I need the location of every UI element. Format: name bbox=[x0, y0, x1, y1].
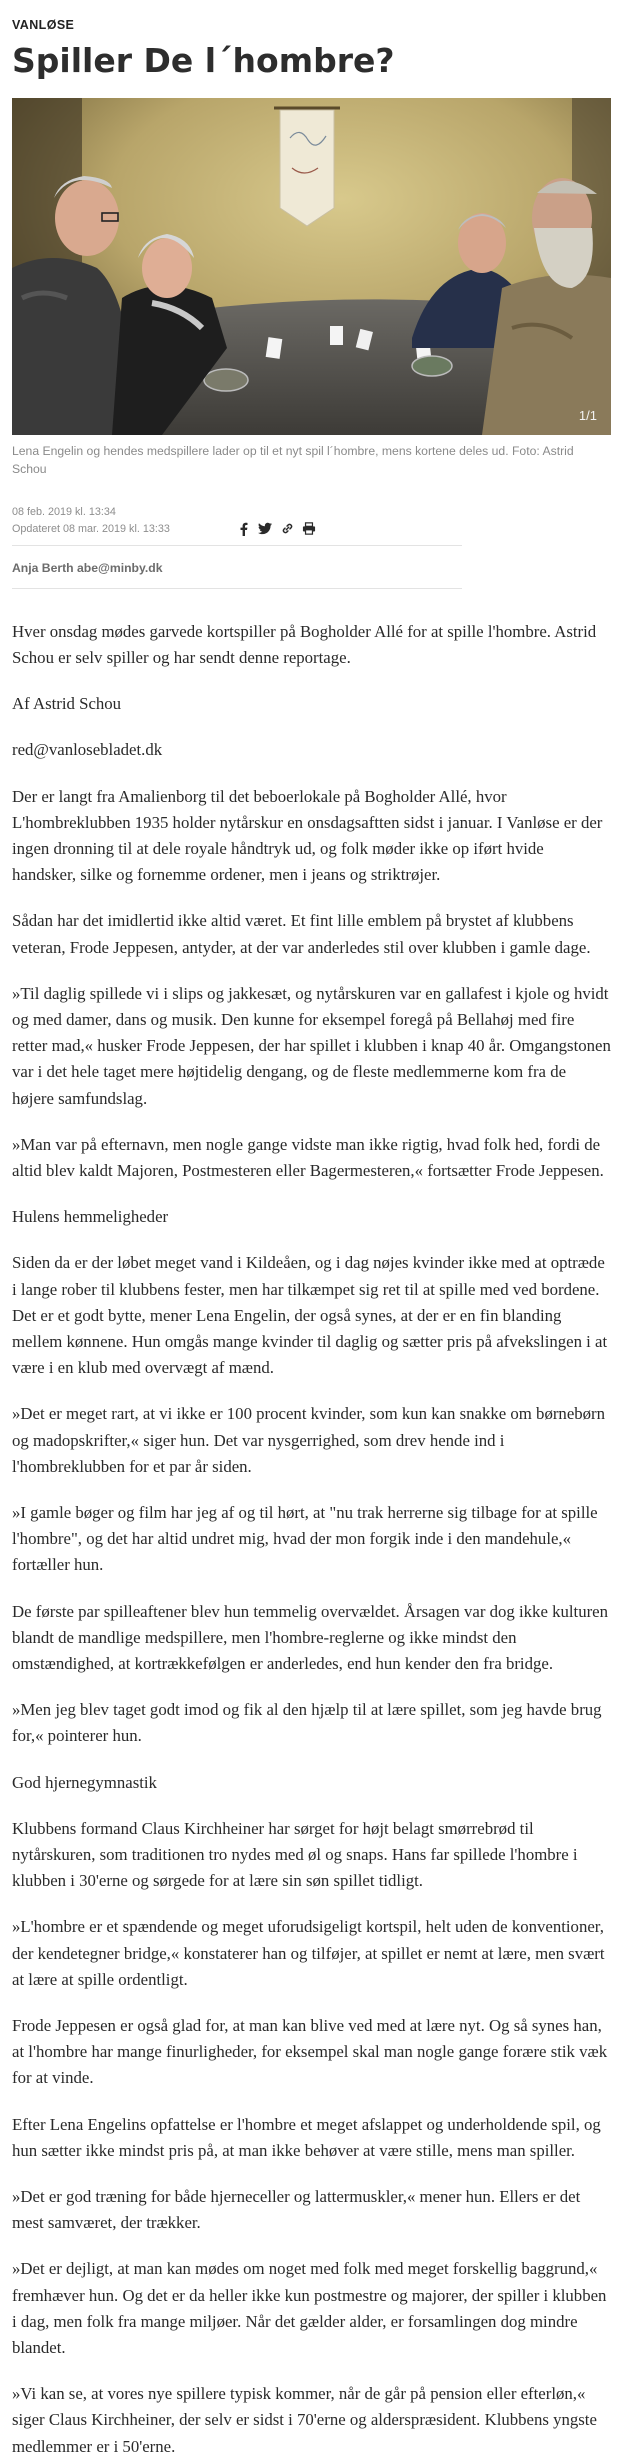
article-paragraph: »Men jeg blev taget godt imod og fik al den hjælp til at lære spillet, som jeg havde brug for,« pointerer hun. bbox=[12, 1700, 602, 1746]
article bbox=[0, 18, 623, 2460]
twitter-icon[interactable] bbox=[258, 522, 272, 536]
article-body bbox=[12, 619, 611, 2460]
article-paragraph: »Det er god træning for både hjerneceller og lattermuskler,« mener hun. Ellers er det mest samværet, der trækker. bbox=[12, 2187, 581, 2233]
article-paragraph: »I gamle bøger og film har jeg af og til hørt, at "nu trak herrerne sig tilbage for at spille l'hombre", og det har altid undret mig, hvad der mon forgik inde i den mandehule,« fortæller hun. bbox=[12, 1502, 598, 1575]
article-paragraph: De første par spilleaftener blev hun temmelig overvældet. Årsagen var dog ikke kulturen blandt de mandlige medspillere, men l'hombre-reglerne og ikke mindst den omstændighed, at kortrækkefølgen er anderledes, end hun kender den fra bridge. bbox=[12, 1601, 609, 1673]
article-paragraph: Siden da er der løbet meget vand i Kildeåen, og i dag nøjes kvinder ikke med at optræde i lange rober til klubbens fester, men har tilkæmpet sig ret til at spille med ved bordene. Det er et godt bytte, mener Lena Engelin, der også synes, at der er en fin blanding mellem kønnene. Hun omgås mange kvinder til daglig og sætter pris på afvekslingen i at være i en klub med overvægt af mænd. bbox=[12, 1253, 608, 1378]
card-players-photo bbox=[12, 98, 611, 435]
article-paragraph: Efter Lena Engelins opfattelse er l'hombre et meget afslappet og underholdende spil, og hun sætter ikke mindst pris på, at man ikke behøver at være stille, mens man spiller. bbox=[12, 2114, 601, 2160]
link-icon[interactable] bbox=[280, 522, 294, 536]
article-paragraph: Sådan har det imidlertid ikke altid været. Et fint lille emblem på brystet af klubbens veteran, Frode Jeppesen, antyder, at der var anderledes stil over klubben i gamle dage. bbox=[12, 911, 591, 957]
article-subheading: Hulens hemmeligheder bbox=[12, 1207, 169, 1227]
facebook-icon[interactable] bbox=[236, 522, 250, 536]
author-divider bbox=[12, 588, 462, 589]
article-lead: Hver onsdag mødes garvede kortspiller på Bogholder Allé for at spille l'hombre. Astrid Schou er selv spiller og har sendt denne reportage. bbox=[12, 621, 597, 667]
club-banner bbox=[274, 108, 340, 226]
article-paragraph: »Til daglig spillede vi i slips og jakkesæt, og nytårskuren var en gallafest i kjole og hvidt og med damer, dans og musik. Den kunne for eksempel foregå på Bellahøj med fire retter mad,« husker Frode Jeppesen, der har spillet i klubben i knap 40 år. Omgangstonen var i det hele taget mere højtidelig dengang, og de fleste medlemmerne kom fra de højere samfundslag. bbox=[12, 983, 611, 1108]
article-paragraph: Klubbens formand Claus Kirchheiner har sørget for højt belagt smørrebrød til nytårskuren, som traditionen tro nydes med øl og snaps. Hans far spillede l'hombre i klubben i 30'erne og sørgede for at lære sin søn spillet tidligt. bbox=[12, 1818, 578, 1891]
article-photo[interactable] bbox=[12, 98, 611, 435]
contact-email[interactable]: red@vanlosebladet.dk bbox=[12, 740, 163, 760]
byline: Af Astrid Schou bbox=[12, 694, 122, 714]
published-date: 08 feb. 2019 kl. 13:34 bbox=[12, 506, 116, 519]
article-meta bbox=[12, 504, 316, 536]
photo-counter: 1/1 bbox=[578, 407, 597, 423]
article-author[interactable]: Anja Berth abe@minby.dk bbox=[12, 560, 163, 575]
article-headline: Spiller De l´hombre? bbox=[12, 41, 395, 80]
article-paragraph: Der er langt fra Amalienborg til det beboerlokale på Bogholder Allé, hvor L'hombreklubben 1935 holder nytårskur en onsdagsaftten sidst i januar. I Vanløse er der ingen dronning til at dele royale håndtryk ud, og folk møder ikke op iført hvide handsker, silke og fornemme ordener, men i jeans og striktrøjer. bbox=[12, 786, 603, 885]
photo-caption: Lena Engelin og hendes medspillere lader op til et nyt spil l´hombre, mens kortene deles ud. Foto: Astrid Schou bbox=[12, 443, 574, 476]
article-paragraph: »Det er meget rart, at vi ikke er 100 procent kvinder, som kun kan snakke om børnebørn og madopskrifter,« siger hun. Det var nysgerrighed, som drev hende ind i l'hombreklubben for et par år siden. bbox=[12, 1404, 606, 1476]
print-icon[interactable] bbox=[302, 522, 316, 536]
article-paragraph: »L'hombre er et spændende og meget uforudsigeligt kortspil, helt uden de konventioner, der kendetegner bridge,« konstaterer han og tilføjer, at spillet er nemt at lære, men svært at lære at spille ordentligt. bbox=[12, 1917, 605, 1989]
meta-divider bbox=[12, 545, 462, 546]
article-paragraph: »Vi kan se, at vores nye spillere typisk kommer, når de går på pension eller efterløn,« siger Claus Kirchheiner, der selv er sidst i 70'erne og alderspræsident. Klubbens yngste medlemmer er i 50'erne. bbox=[12, 2384, 597, 2456]
article-paragraph: Frode Jeppesen er også glad for, at man kan blive ved med at lære nyt. Og så synes han, at l'hombre har mange finurligheder, for eksempel skal man nogle gange forære stik væk for at vinde. bbox=[12, 2016, 608, 2088]
article-paragraph: »Det er dejligt, at man kan mødes om noget med folk med meget forskellig baggrund,« fremhæver hun. Og det er da heller ikke kun postmestre og majorer, der spiller i klubben i dag, men folk fra mange miljøer. Når det gælder alder, er forsamlingen dog mindre blandet. bbox=[12, 2259, 607, 2358]
article-paragraph: »Man var på efternavn, men nogle gange vidste man ikke rigtig, hvad folk hed, fordi de altid blev kaldt Majoren, Postmesteren eller Bagermesteren,« fortsætter Frode Jeppesen. bbox=[12, 1134, 604, 1180]
section-label[interactable]: VANLØSE bbox=[12, 18, 75, 32]
article-dates bbox=[12, 504, 170, 536]
share-bar bbox=[236, 522, 316, 537]
article-subheading: God hjernegymnastik bbox=[12, 1772, 157, 1792]
updated-date: Opdateret 08 mar. 2019 kl. 13:33 bbox=[12, 522, 170, 535]
